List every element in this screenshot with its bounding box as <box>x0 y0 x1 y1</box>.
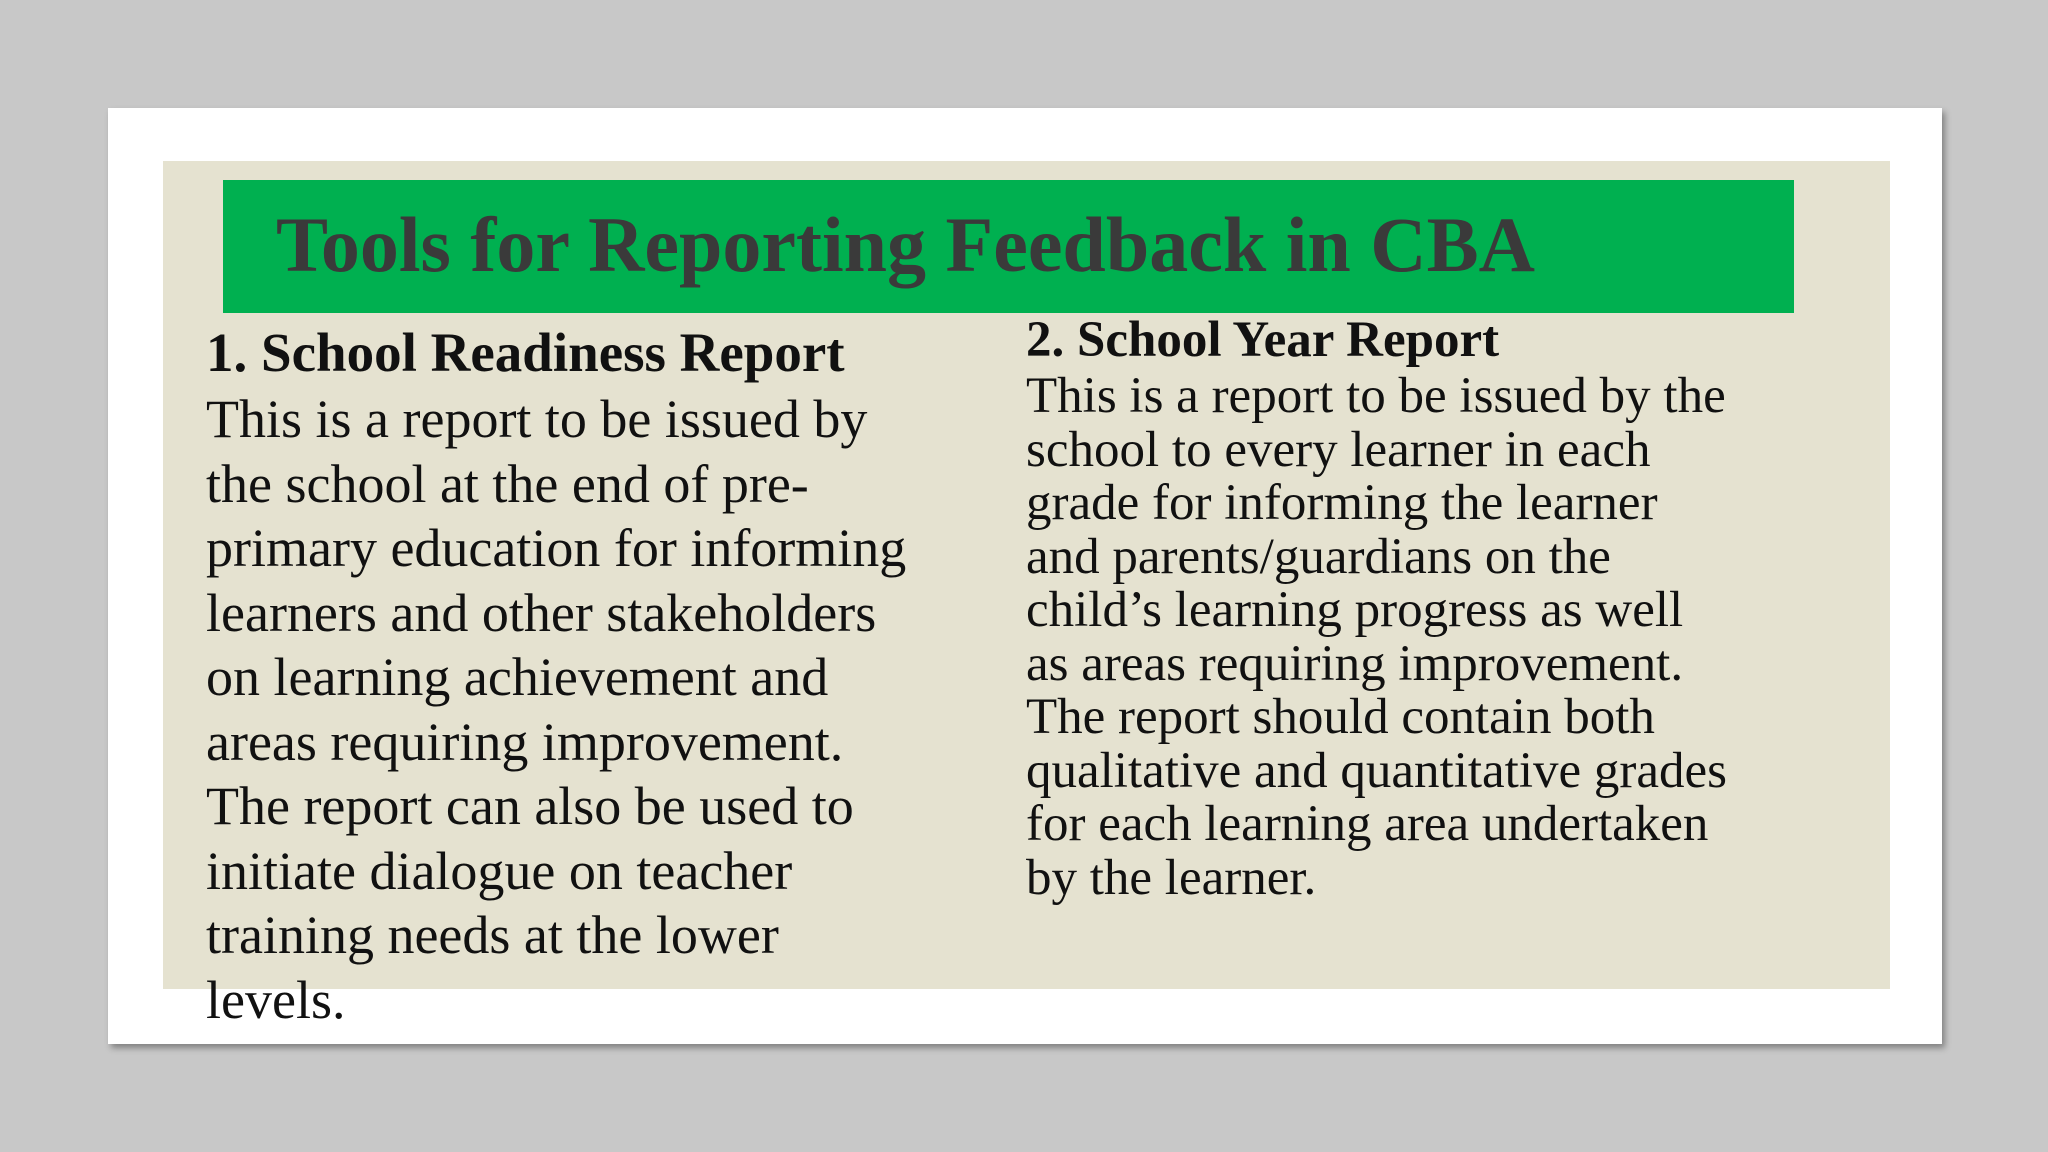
text-line: by the learner. <box>1026 849 1317 906</box>
title-banner <box>223 180 1794 313</box>
text-line: qualitative and quantitative grades <box>1026 742 1728 799</box>
text-line: training needs at the lower <box>206 905 779 965</box>
text-line: areas requiring improvement. <box>206 711 844 772</box>
text-line: as areas requiring improvement. <box>1026 635 1684 692</box>
text-line: child’s learning progress as well <box>1026 582 1684 638</box>
text-line: The report can also be used to <box>206 776 854 836</box>
text-line: levels. <box>206 969 346 1030</box>
text-line: This is a report to be issued by <box>206 389 868 449</box>
school-year-report-heading: 2. School Year Report <box>1026 312 1500 368</box>
slide <box>108 108 1942 1044</box>
text-line: the school at the end of pre- <box>206 453 809 514</box>
text-line: learners and other stakeholders <box>206 582 877 643</box>
slide-title: Tools for Reporting Feedback in CBA <box>276 201 1535 288</box>
text-line: initiate dialogue on teacher <box>206 840 793 901</box>
school-year-report-text <box>1026 370 1826 905</box>
school-readiness-report-text <box>206 387 1006 1032</box>
text-line: This is a report to be issued by the <box>1026 368 1726 424</box>
text-line: and parents/guardians on the <box>1026 528 1611 585</box>
text-line: school to every learner in each <box>1026 421 1651 478</box>
text-line: The report should contain both <box>1026 689 1655 745</box>
text-line: on learning achievement and <box>206 647 829 707</box>
school-readiness-report-section <box>206 319 1006 1032</box>
school-readiness-report-heading: 1. School Readiness Report <box>206 322 845 383</box>
text-line: grade for informing the learner <box>1026 475 1658 531</box>
school-year-report-section <box>1026 310 1826 905</box>
text-line: for each learning area undertaken <box>1026 796 1709 852</box>
text-line: primary education for informing <box>206 518 907 578</box>
